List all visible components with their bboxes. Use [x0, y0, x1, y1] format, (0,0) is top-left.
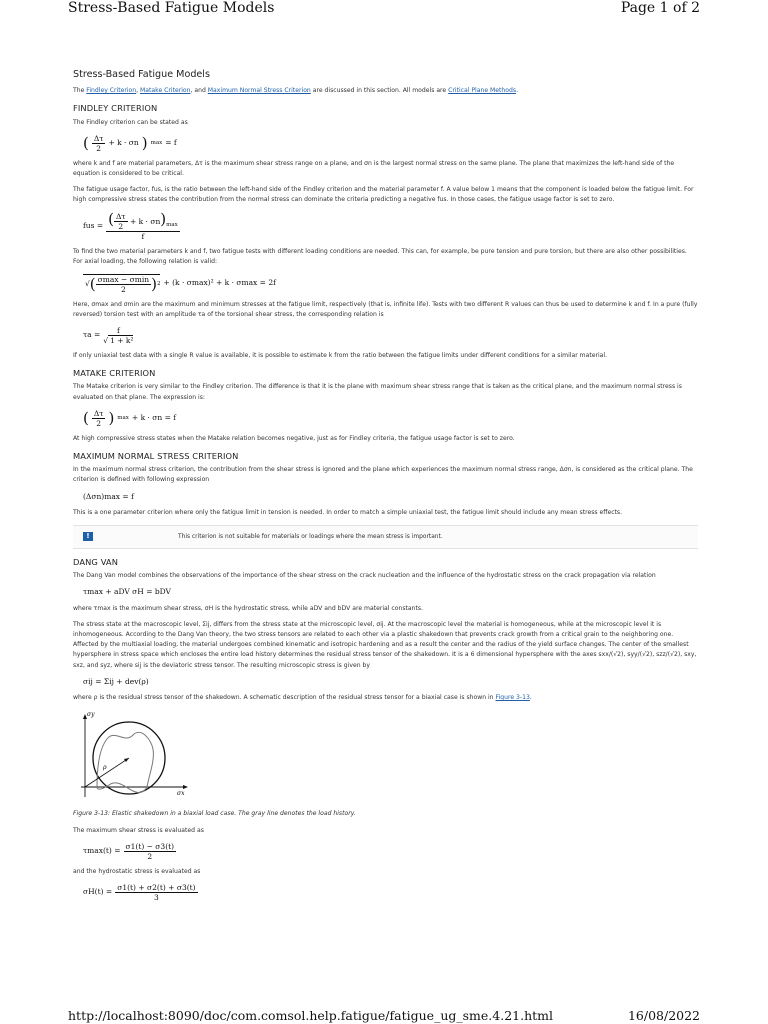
findley-p1: The Findley criterion can be stated as	[73, 118, 188, 126]
findley-equation: ( $\frac{\Delta\tau}{2}$ + k · σn ) max = f	[83, 133, 177, 153]
mns-heading: MAXIMUM NORMAL STRESS CRITERION	[73, 450, 239, 461]
print-header	[68, 0, 700, 20]
microscopic-stress-equation: σij = Σij + dev(ρ)	[83, 676, 149, 686]
dangvan-p3: The stress state at the macroscopic level, Σij, differs from the stress state at the microscopic level, σij. At the macroscopic level the material is homogeneous, while at the microscopic level it is inhomogeneous. According to the Dang Van theory, the two stress tensors are related to each other via a plastic shakedown that prevents crack growth from a critical grain to the neighboring one. Affected by the multiaxial loading, the material undergoes combined kinematic and isotropic hardening and as a result the center and the radius of the yield surface changes. The center of the smallest hypersphere in stress space which encloses the entire load history determines the residual stress tensor of the shakedown. It is a 6 dimensional hypersphere with the axes sxx/(√2), syy/(√2), szz/(√2), sxy, sxz, and syz, where sij is the deviatoric stress tensor. The resulting microscopic stress is given by	[73, 620, 697, 669]
findley-p3: The fatigue usage factor, fus, is the ratio between the left-hand side of the Findley criterion and the material parameter f. A value below 1 means that the component is loaded below the fatigue limit. For high compressive stress states the contribution from the normal stress can dominate the criteria predicting a negative fus. In those cases, the fatigue usage factor is set to zero.	[73, 186, 694, 204]
y-axis-label: σy	[87, 711, 95, 719]
usage-factor-equation: fus = ( $\frac{\Delta\tau}{2}$ + $k \cdot \sigma n)_{max}$ f	[83, 209, 178, 242]
dangvan-equation: τmax + aDV σH = bDV	[83, 587, 171, 597]
dangvan-p1: The Dang Van model combines the observations of the importance of the shear stress on the crack nucleation and the influence of the hydrostatic stress on the crack propagation via relation	[73, 572, 656, 580]
figure-caption: Figure 3-13: Elastic shakedown in a biaxial load case. The gray line denotes the load history.	[73, 810, 356, 818]
print-footer	[68, 1008, 700, 1024]
torsion-equation: τa = $\frac{f}{\text{√ 1 + k²}}$	[83, 325, 134, 345]
mns-p2: This is a one parameter criterion where only the fatigue limit in tension is needed. In order to match a simple uniaxial test, the fatigue limit should include any mean stress effects.	[73, 508, 623, 516]
matake-link[interactable]: Matake Criterion	[140, 87, 191, 95]
shakedown-diagram	[73, 709, 193, 801]
dangvan-p4: where ρ is the residual stress tensor of the shakedown. A schematic description of the residual stress tensor for a biaxial case is shown in Figure 3-13.	[73, 694, 532, 701]
matake-heading: MATAKE CRITERION	[73, 368, 156, 379]
mns-equation: (Δσn)max = f	[83, 491, 134, 501]
x-axis-label: σx	[177, 790, 185, 798]
load-history-path	[97, 733, 153, 793]
findley-p4: To find the two material parameters k and f, two fatigue tests with different loading conditions are needed. This can, for example, be pure tension and pure torsion, but there are also other possibilities. For axial loading, the following relation is valid:	[73, 248, 687, 266]
findley-p2: where k and f are material parameters, Δτ is the maximum shear stress range on a plane, and σn is the largest normal stress on the same plane. The plane that maximizes the left-hand side of the equation is considered to be critical.	[73, 159, 675, 178]
info-icon: !	[83, 532, 93, 541]
max-normal-stress-link[interactable]: Maximum Normal Stress Criterion	[207, 87, 311, 95]
rho-label: ρ	[103, 764, 107, 772]
note-box	[73, 525, 698, 549]
matake-equation: ( $\frac{\Delta\tau}{2}$ ) max + k · σn = f	[83, 408, 177, 428]
critical-plane-link[interactable]: Critical Plane Methods	[448, 87, 517, 95]
intro-paragraph: The Findley Criterion, Matake Criterion, and Maximum Normal Stress Criterion are discussed in this section. All models are Critical Plane Methods.	[73, 87, 518, 95]
findley-heading: FINDLEY CRITERION	[73, 103, 158, 114]
shakedown-figure	[73, 709, 698, 805]
hydrostatic-equation: σH(t) = $\frac{\sigma 1(t) + \sigma 2(t) + \sigma 3(t)}{3}$	[83, 883, 196, 903]
findley-p5: Here, σmax and σmin are the maximum and minimum stresses at the fatigue limit, respectively (that is, infinite life). Tests with two different R values can thus be used to determine k and f. In a pure (fully reversed) torsion test with an amplitude τa of the torsional shear stress, the corresponding relation is	[73, 300, 698, 318]
print-header-title: Stress-Based Fatigue Models	[68, 0, 275, 16]
note-text: This criterion is not suitable for materials or loadings where the mean stress is important.	[178, 533, 443, 540]
dangvan-heading: DANG VAN	[73, 556, 119, 567]
page-title: Stress-Based Fatigue Models	[73, 69, 210, 80]
findley-link[interactable]: Findley Criterion	[86, 87, 137, 95]
max-shear-equation: τmax(t) = $\frac{\sigma 1(t) - \sigma 3(t)}{2}$	[83, 841, 175, 861]
matake-p1: The Matake criterion is very similar to the Findley criterion. The difference is that it is the plane with maximum shear stress range that is taken as the critical plane, and the maximum normal stress is evaluated on that plane. The expression is:	[73, 383, 682, 401]
figure-3-13-link[interactable]: Figure 3-13	[495, 694, 530, 701]
mns-p1: In the maximum normal stress criterion, the contribution from the shear stress is ignored and the plane which experiences the maximum normal stress range, Δσn, is considered as the critical plane. The criterion is defined with following expression	[73, 466, 693, 484]
dangvan-p5: The maximum shear stress is evaluated as	[73, 826, 204, 834]
findley-p6: If only uniaxial test data with a single R value is available, it is possible to estimate k from the ratio between the fatigue limits under different conditions for a similar material.	[73, 351, 608, 359]
document-content	[73, 70, 698, 908]
footer-date: 16/08/2022	[627, 1008, 700, 1023]
page-number: Page 1 of 2	[620, 0, 700, 16]
rho-vector	[85, 758, 129, 787]
dangvan-p6: and the hydrostatic stress is evaluated as	[73, 867, 201, 875]
footer-url: http://localhost:8090/doc/com.comsol.help.fatigue/fatigue_ug_sme.4.21.html	[68, 1008, 553, 1023]
axial-equation: √ ( $\frac{\sigma\max - \sigma\min}{2}$ ) 2 + (k · σmax)² + k · σmax = 2f	[85, 274, 276, 294]
dangvan-p2: where τmax is the maximum shear stress, σH is the hydrostatic stress, while aDV and bDV are material constants.	[73, 604, 423, 612]
matake-p2: At high compressive stress states when the Matake relation becomes negative, just as for Findley criteria, the fatigue usage factor is set to zero.	[73, 434, 515, 442]
